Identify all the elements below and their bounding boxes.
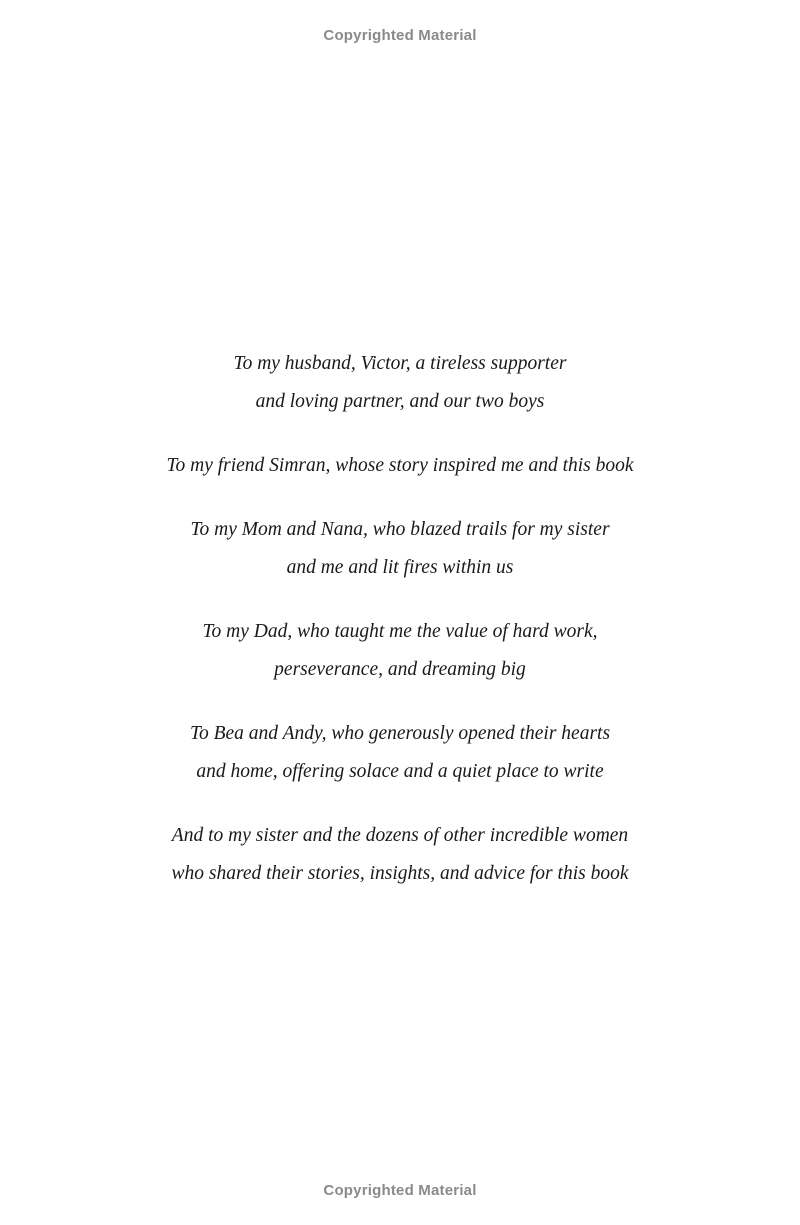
dedication-line: and me and lit fires within us bbox=[286, 557, 514, 578]
dedication-line: And to my sister and the dozens of other incredible women bbox=[171, 825, 629, 846]
dedication-stanza bbox=[0, 447, 800, 485]
dedication-line: perseverance, and dreaming big bbox=[274, 659, 526, 680]
dedication-line: To my Dad, who taught me the value of hard work, bbox=[202, 621, 598, 642]
dedication-line: To my husband, Victor, a tireless supporter bbox=[233, 353, 567, 374]
copyright-watermark-top: Copyrighted Material bbox=[323, 27, 477, 44]
dedication-line: who shared their stories, insights, and advice for this book bbox=[171, 863, 629, 884]
dedication-line: To my Mom and Nana, who blazed trails for my sister bbox=[190, 519, 610, 540]
dedication-line: To my friend Simran, whose story inspired me and this book bbox=[166, 455, 634, 476]
dedication-line: and home, offering solace and a quiet place to write bbox=[196, 761, 604, 782]
dedication-stanza bbox=[0, 511, 800, 587]
dedication-line: and loving partner, and our two boys bbox=[255, 391, 545, 412]
dedication-line: To Bea and Andy, who generously opened their hearts bbox=[189, 723, 611, 744]
dedication-stanza bbox=[0, 613, 800, 689]
copyright-watermark-bottom: Copyrighted Material bbox=[323, 1182, 477, 1199]
dedication-stanza bbox=[0, 817, 800, 893]
dedication-text bbox=[0, 345, 800, 919]
dedication-stanza bbox=[0, 715, 800, 791]
dedication-stanza bbox=[0, 345, 800, 421]
